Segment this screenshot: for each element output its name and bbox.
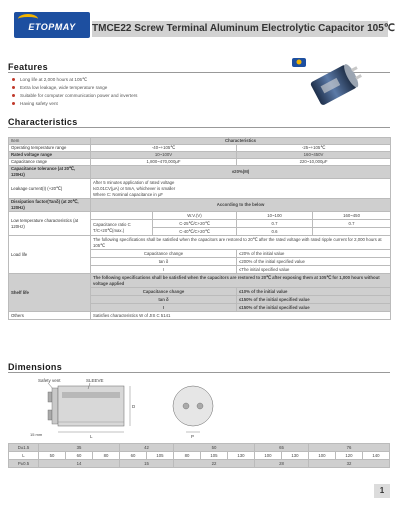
table-row: Capacitance tolerance (at 20℃, 120Hz) ±20%(M) — [9, 166, 391, 179]
table-row: Capacitance range 1,800~470,000μF 220~10,000μF — [9, 159, 391, 166]
l-dimension-label: L — [90, 434, 93, 439]
title-bar — [92, 21, 395, 37]
feature-item: Extra low leakage, wide temperature range — [12, 84, 262, 92]
feature-item: Long life at 2,000 hours at 105℃ — [12, 76, 262, 84]
dimensions-divider — [8, 372, 390, 373]
bullet-icon — [12, 102, 15, 105]
feature-item: Having safety vent — [12, 100, 262, 108]
table-row: C-40℃/C+20℃ 0.6 — [9, 228, 391, 236]
table-row: Capacitance change ≤20% of the initial value — [9, 250, 391, 258]
features-heading: Features — [8, 62, 48, 72]
table-row: Low temperature characteristics (at 120Hz) W.V.(V) 10~100 160~450 — [9, 212, 391, 220]
page-title: TMCE22 Screw Terminal Aluminum Electrolytic Capacitor 105℃ — [92, 23, 395, 34]
table-row: tan δ ≤200% of the initial specified value — [9, 258, 391, 266]
table-row: Capacitance change ≤10% of the initial value — [9, 288, 391, 296]
characteristics-divider — [8, 127, 390, 128]
table-row — [9, 138, 391, 145]
dimensions-table — [8, 443, 390, 468]
table-row: I ≤The initial specified value — [9, 266, 391, 274]
page-number: 1 — [374, 484, 390, 498]
sleeve-label: SLEEVE — [86, 378, 104, 383]
table-row: I ≤150% of the initial specified value — [9, 304, 391, 312]
d-dimension-label: D — [132, 404, 136, 409]
table-row: Rated voltage range 10~100V 160~450V — [9, 152, 391, 159]
header-item: Item — [9, 138, 91, 145]
characteristics-heading: Characteristics — [8, 117, 78, 127]
capacitor-product-image — [288, 56, 368, 112]
mm-label: 15 mm — [30, 432, 43, 437]
table-row: Dissipation factor(Tanδ) (at 20℃, 120Hz) According to the below — [9, 199, 391, 212]
table-row: tan δ ≤150% of the initial specified value — [9, 296, 391, 304]
table-row: L 50 60 80 60 105 80 105 130 100 130 100 120 140 — [9, 452, 390, 460]
table-row: Operating temperature range -40~+105℃ -25~+105℃ — [9, 145, 391, 152]
features-list — [12, 76, 262, 108]
bullet-icon — [12, 94, 15, 97]
bullet-icon — [12, 78, 15, 81]
table-row: D±1.5 35 42 50 65 76 — [9, 444, 390, 452]
table-row: Capacitance ratio C T/C+20℃(max.) C-25℃/C+20℃ 0.7 0.7 — [9, 220, 391, 228]
bullet-icon — [12, 86, 15, 89]
capacitor-end-view — [173, 386, 213, 426]
feature-item: Suitable for computer communication power and inverters — [12, 92, 262, 100]
table-row: Others Satisfies characteristics W of JIS C 5141 — [9, 312, 391, 320]
p-dimension-label: P — [191, 434, 195, 439]
header-characteristics: Characteristics — [91, 138, 391, 145]
dimension-drawing — [28, 374, 248, 440]
table-row: Leakage current(I) (+20℃) After 5 minutes application of rated voltage I≤0.01CV(μA) or 5mA, whichever is smaller Where C: Nominal capacitance in μF — [9, 179, 391, 199]
brand-name: ETOPMAY — [28, 22, 76, 32]
safety-vent-label: Safety vent — [38, 378, 61, 383]
characteristics-table — [8, 137, 391, 320]
dimensions-heading: Dimensions — [8, 362, 63, 372]
table-row: Shelf life The following specifications shall be satisfied when the capacitors are restored to 20℃ after exposing them at 105℃ for 1,000 hours without voltage applied — [9, 274, 391, 288]
table-row: P±0.5 14 15 22 28 32 — [9, 460, 390, 468]
brand-logo — [14, 12, 90, 38]
page-header — [0, 0, 400, 48]
table-row: Load life The following specifications shall be satisfied when the capacitors are restored to 20℃ after the rated voltage with rated ripple current for 2,000 hours at 105℃ — [9, 236, 391, 250]
